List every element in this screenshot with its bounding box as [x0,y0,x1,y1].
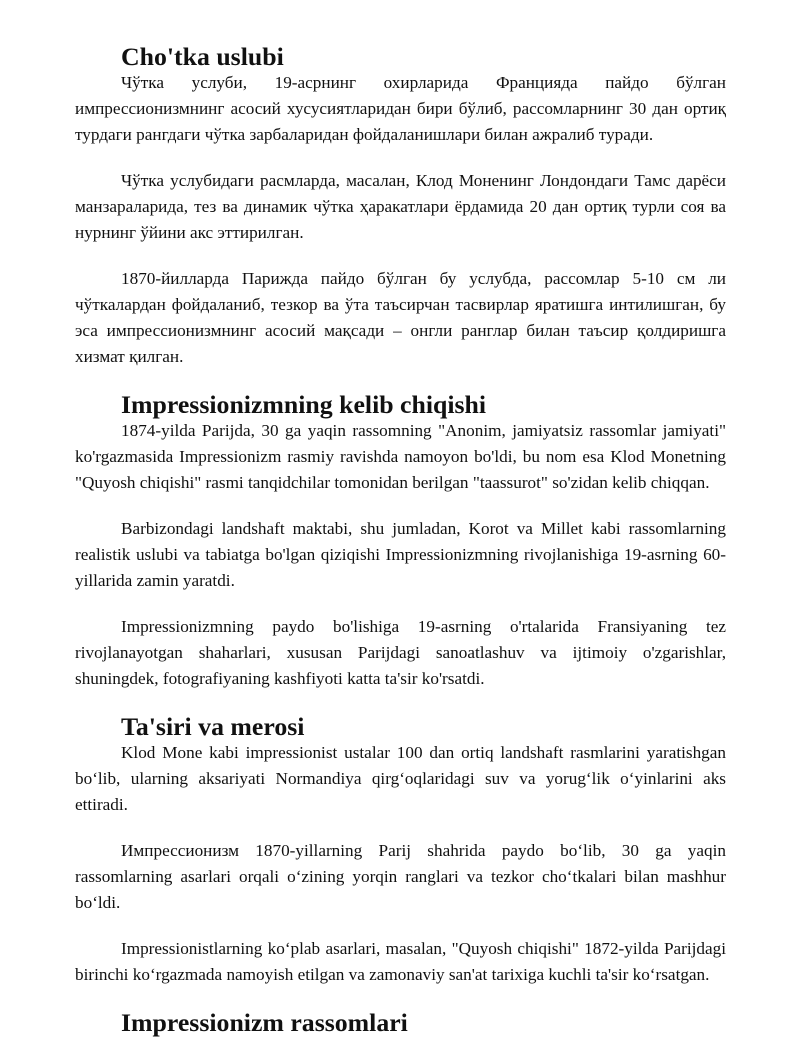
paragraph: Barbizondagi landshaft maktabi, shu jumladan, Korot va Millet kabi rassomlarning realistik uslubi va tabiatga bo'lgan qiziqishi Impressionizmning rivojlanishiga 19-asrning 60-yillarida zamin yaratdi. [75,519,726,590]
section-heading: Impressionizmning kelib chiqishi [121,390,487,419]
paragraph: Чўтка услубидаги расмларда, масалан, Клод Моненинг Лондондаги Тамс дарёси манзараларида, тез ва динамик чўтка ҳаракатлари ёрдамида 20 дан ортиқ турли соя ва нурнинг ўйини акс эттирилган. [75,171,726,242]
paragraph: Klod Mone kabi impressionist ustalar 100 dan ortiq landshaft rasmlarini yaratishgan bo‘lib, ularning aksariyati Normandiya qirg‘oqlaridagi suv va yorug‘lik o‘yinlarini aks ettiradi. [75,743,726,814]
section-heading: Cho'tka uslubi [121,42,284,71]
section-heading: Ta'siri va merosi [121,712,305,741]
paragraph: Импрессионизм 1870-yillarning Parij shahrida paydo bo‘lib, 30 ga yaqin rassomlarning asarlari orqali o‘zining yorqin ranglari va tezkor cho‘tkalari bilan mashhur bo‘ldi. [75,841,726,912]
document-body [75,44,726,1036]
paragraph: Impressionistlarning ko‘plab asarlari, masalan, "Quyosh chiqishi" 1872-yilda Parijdagi birinchi ko‘rgazmada namoyish etilgan va zamonaviy san'at tarixiga kuchli ta'sir ko‘rsatgan. [75,939,726,984]
paragraph: 1874-yilda Parijda, 30 ga yaqin rassomning "Anonim, jamiyatsiz rassomlar jamiyati" ko'rgazmasida Impressionizm rasmiy ravishda namoyon bo'ldi, bu nom esa Klod Monetning "Quyosh chiqishi" rasmi tanqidchilar tomonidan berilgan "taassurot" so'zidan kelib chiqqan. [75,421,726,492]
section-heading: Impressionizm rassomlari [121,1008,408,1037]
paragraph: Impressionizmning paydo bo'lishiga 19-asrning o'rtalarida Fransiyaning tez rivojlanayotgan shaharlari, xususan Parijdagi sanoatlashuv va ijtimoiy o'zgarishlar, shuningdek, fotografiyaning kashfiyoti katta ta'sir ko'rsatdi. [75,617,726,688]
paragraph: 1870-йилларда Парижда пайдо бўлган бу услубда, рассомлар 5-10 см ли чўткалардан фойдаланиб, тезкор ва ўта таъсирчан тасвирлар яратишга интилишган, бу эса импрессионизмнинг асосий мақсади – онгли ранглар билан таъсир қолдиришга хизмат қилган. [75,269,726,366]
paragraph: Чўтка услуби, 19-асрнинг охирларида Францияда пайдо бўлган импрессионизмнинг асосий хусусиятларидан бири бўлиб, рассомларнинг 30 дан ортиқ турдаги рангдаги чўтка зарбаларидан фойдаланишлари билан ажралиб туради. [75,73,726,144]
